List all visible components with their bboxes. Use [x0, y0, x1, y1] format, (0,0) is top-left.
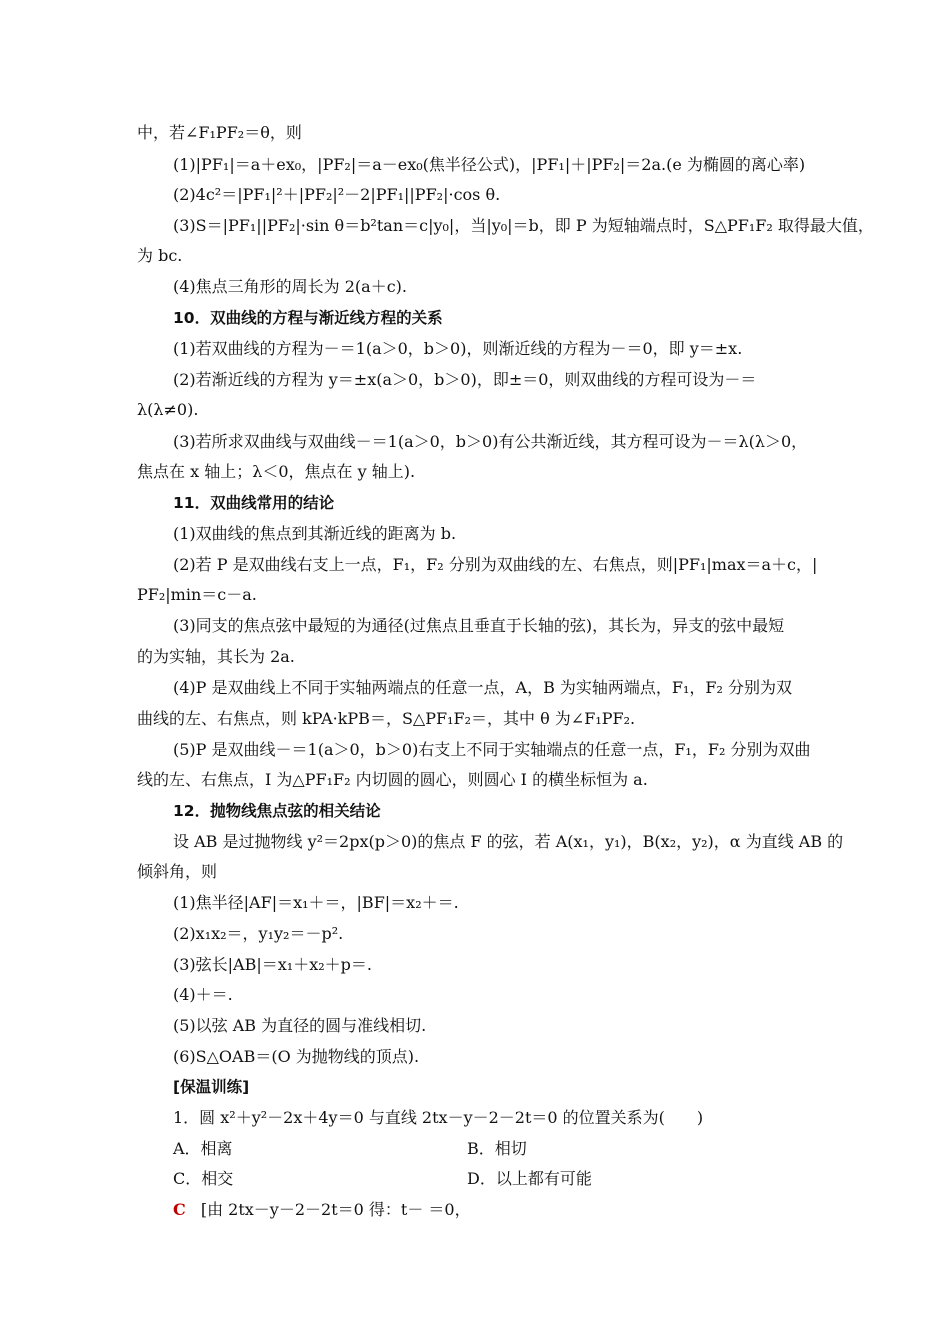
- text-line: PF₂|min＝c－a.: [137, 585, 257, 604]
- text-line: (3)同支的焦点弦中最短的为通径(过焦点且垂直于长轴的弦)，其长为，异支的弦中最短: [173, 616, 785, 635]
- text-line: 曲线的左、右焦点，则 kPA·kPB＝，S△PF₁F₂＝，其中 θ 为∠F₁PF₂.: [137, 709, 636, 728]
- text-line: (1)|PF₁|＝a＋ex₀，|PF₂|＝a－ex₀(焦半径公式)，|PF₁|＋|PF₂|＝2a.(e 为椭圆的离心率): [173, 155, 806, 174]
- text-line: (5)以弦 AB 为直径的圆与准线相切.: [173, 1016, 427, 1035]
- text-line: (4)焦点三角形的周长为 2(a＋c).: [173, 277, 408, 296]
- option-d: D．以上都有可能: [467, 1169, 592, 1188]
- answer-line: [173, 1200, 471, 1220]
- text-line: 焦点在 x 轴上；λ＜0，焦点在 y 轴上).: [137, 462, 416, 481]
- text-line: (4)P 是双曲线上不同于实轴两端点的任意一点，A，B 为实轴两端点，F₁，F₂ 分别为双: [173, 678, 793, 697]
- section-heading: 11．双曲线常用的结论: [173, 494, 335, 512]
- answer-letter: C: [173, 1200, 186, 1219]
- text-line: (5)P 是双曲线－＝1(a＞0，b＞0)右支上不同于实轴端点的任意一点，F₁，F₂ 分别为双曲: [173, 740, 811, 759]
- text-line: 倾斜角，则: [137, 862, 218, 881]
- text-line: (2)x₁x₂＝，y₁y₂＝－p².: [173, 924, 344, 943]
- text-line: (2)4c²＝|PF₁|²＋|PF₂|²－2|PF₁||PF₂|·cos θ.: [173, 185, 501, 204]
- text-line: 设 AB 是过抛物线 y²＝2px(p＞0)的焦点 F 的弦，若 A(x₁，y₁)，B(x₂，y₂)，α 为直线 AB 的: [173, 832, 844, 851]
- section-heading: 10．双曲线的方程与渐近线方程的关系: [173, 309, 443, 327]
- text-line: 中，若∠F₁PF₂＝θ，则: [137, 123, 302, 142]
- text-line: (1)双曲线的焦点到其渐近线的距离为 b.: [173, 524, 457, 543]
- text-line: (3)S＝|PF₁||PF₂|·sin θ＝b²tan＝c|y₀|，当|y₀|＝b，即 P 为短轴端点时，S△PF₁F₂ 取得最大值，: [173, 216, 874, 235]
- option-b: B．相切: [467, 1139, 527, 1158]
- text-line: 为 bc.: [137, 246, 183, 265]
- text-line: 线的左、右焦点，I 为△PF₁F₂ 内切圆的圆心，则圆心 I 的横坐标恒为 a.: [137, 770, 648, 789]
- exercise-heading: [保温训练]: [173, 1078, 250, 1096]
- text-line: (6)S△OAB＝(O 为抛物线的顶点).: [173, 1047, 420, 1066]
- text-line: (3)弦长|AB|＝x₁＋x₂＋p＝.: [173, 955, 372, 974]
- option-a: A．相离: [173, 1139, 233, 1158]
- text-line: (3)若所求双曲线与双曲线－＝1(a＞0，b＞0)有公共渐近线，其方程可设为－＝λ(λ＞0，: [173, 432, 808, 451]
- option-c: C．相交: [173, 1169, 234, 1188]
- text-line: (4)＋＝.: [173, 985, 233, 1004]
- answer-text: [由 2tx－y－2－2t＝0 得：t－ ＝0，: [200, 1200, 471, 1219]
- question-text: 1．圆 x²＋y²－2x＋4y＝0 与直线 2tx－y－2－2t＝0 的位置关系为( ): [173, 1108, 704, 1127]
- text-line: λ(λ≠0).: [137, 400, 199, 419]
- section-heading: 12．抛物线焦点弦的相关结论: [173, 802, 381, 820]
- text-line: (2)若 P 是双曲线右支上一点，F₁，F₂ 分别为双曲线的左、右焦点，则|PF₁|max＝a＋c，|: [173, 555, 818, 574]
- text-line: (1)焦半径|AF|＝x₁＋＝，|BF|＝x₂＋＝.: [173, 893, 459, 912]
- text-line: 的为实轴，其长为 2a.: [137, 647, 295, 666]
- text-line: (1)若双曲线的方程为－＝1(a＞0，b＞0)，则渐近线的方程为－＝0，即 y＝±x.: [173, 339, 743, 358]
- text-line: (2)若渐近线的方程为 y＝±x(a＞0，b＞0)，即±＝0，则双曲线的方程可设为－＝: [173, 370, 757, 389]
